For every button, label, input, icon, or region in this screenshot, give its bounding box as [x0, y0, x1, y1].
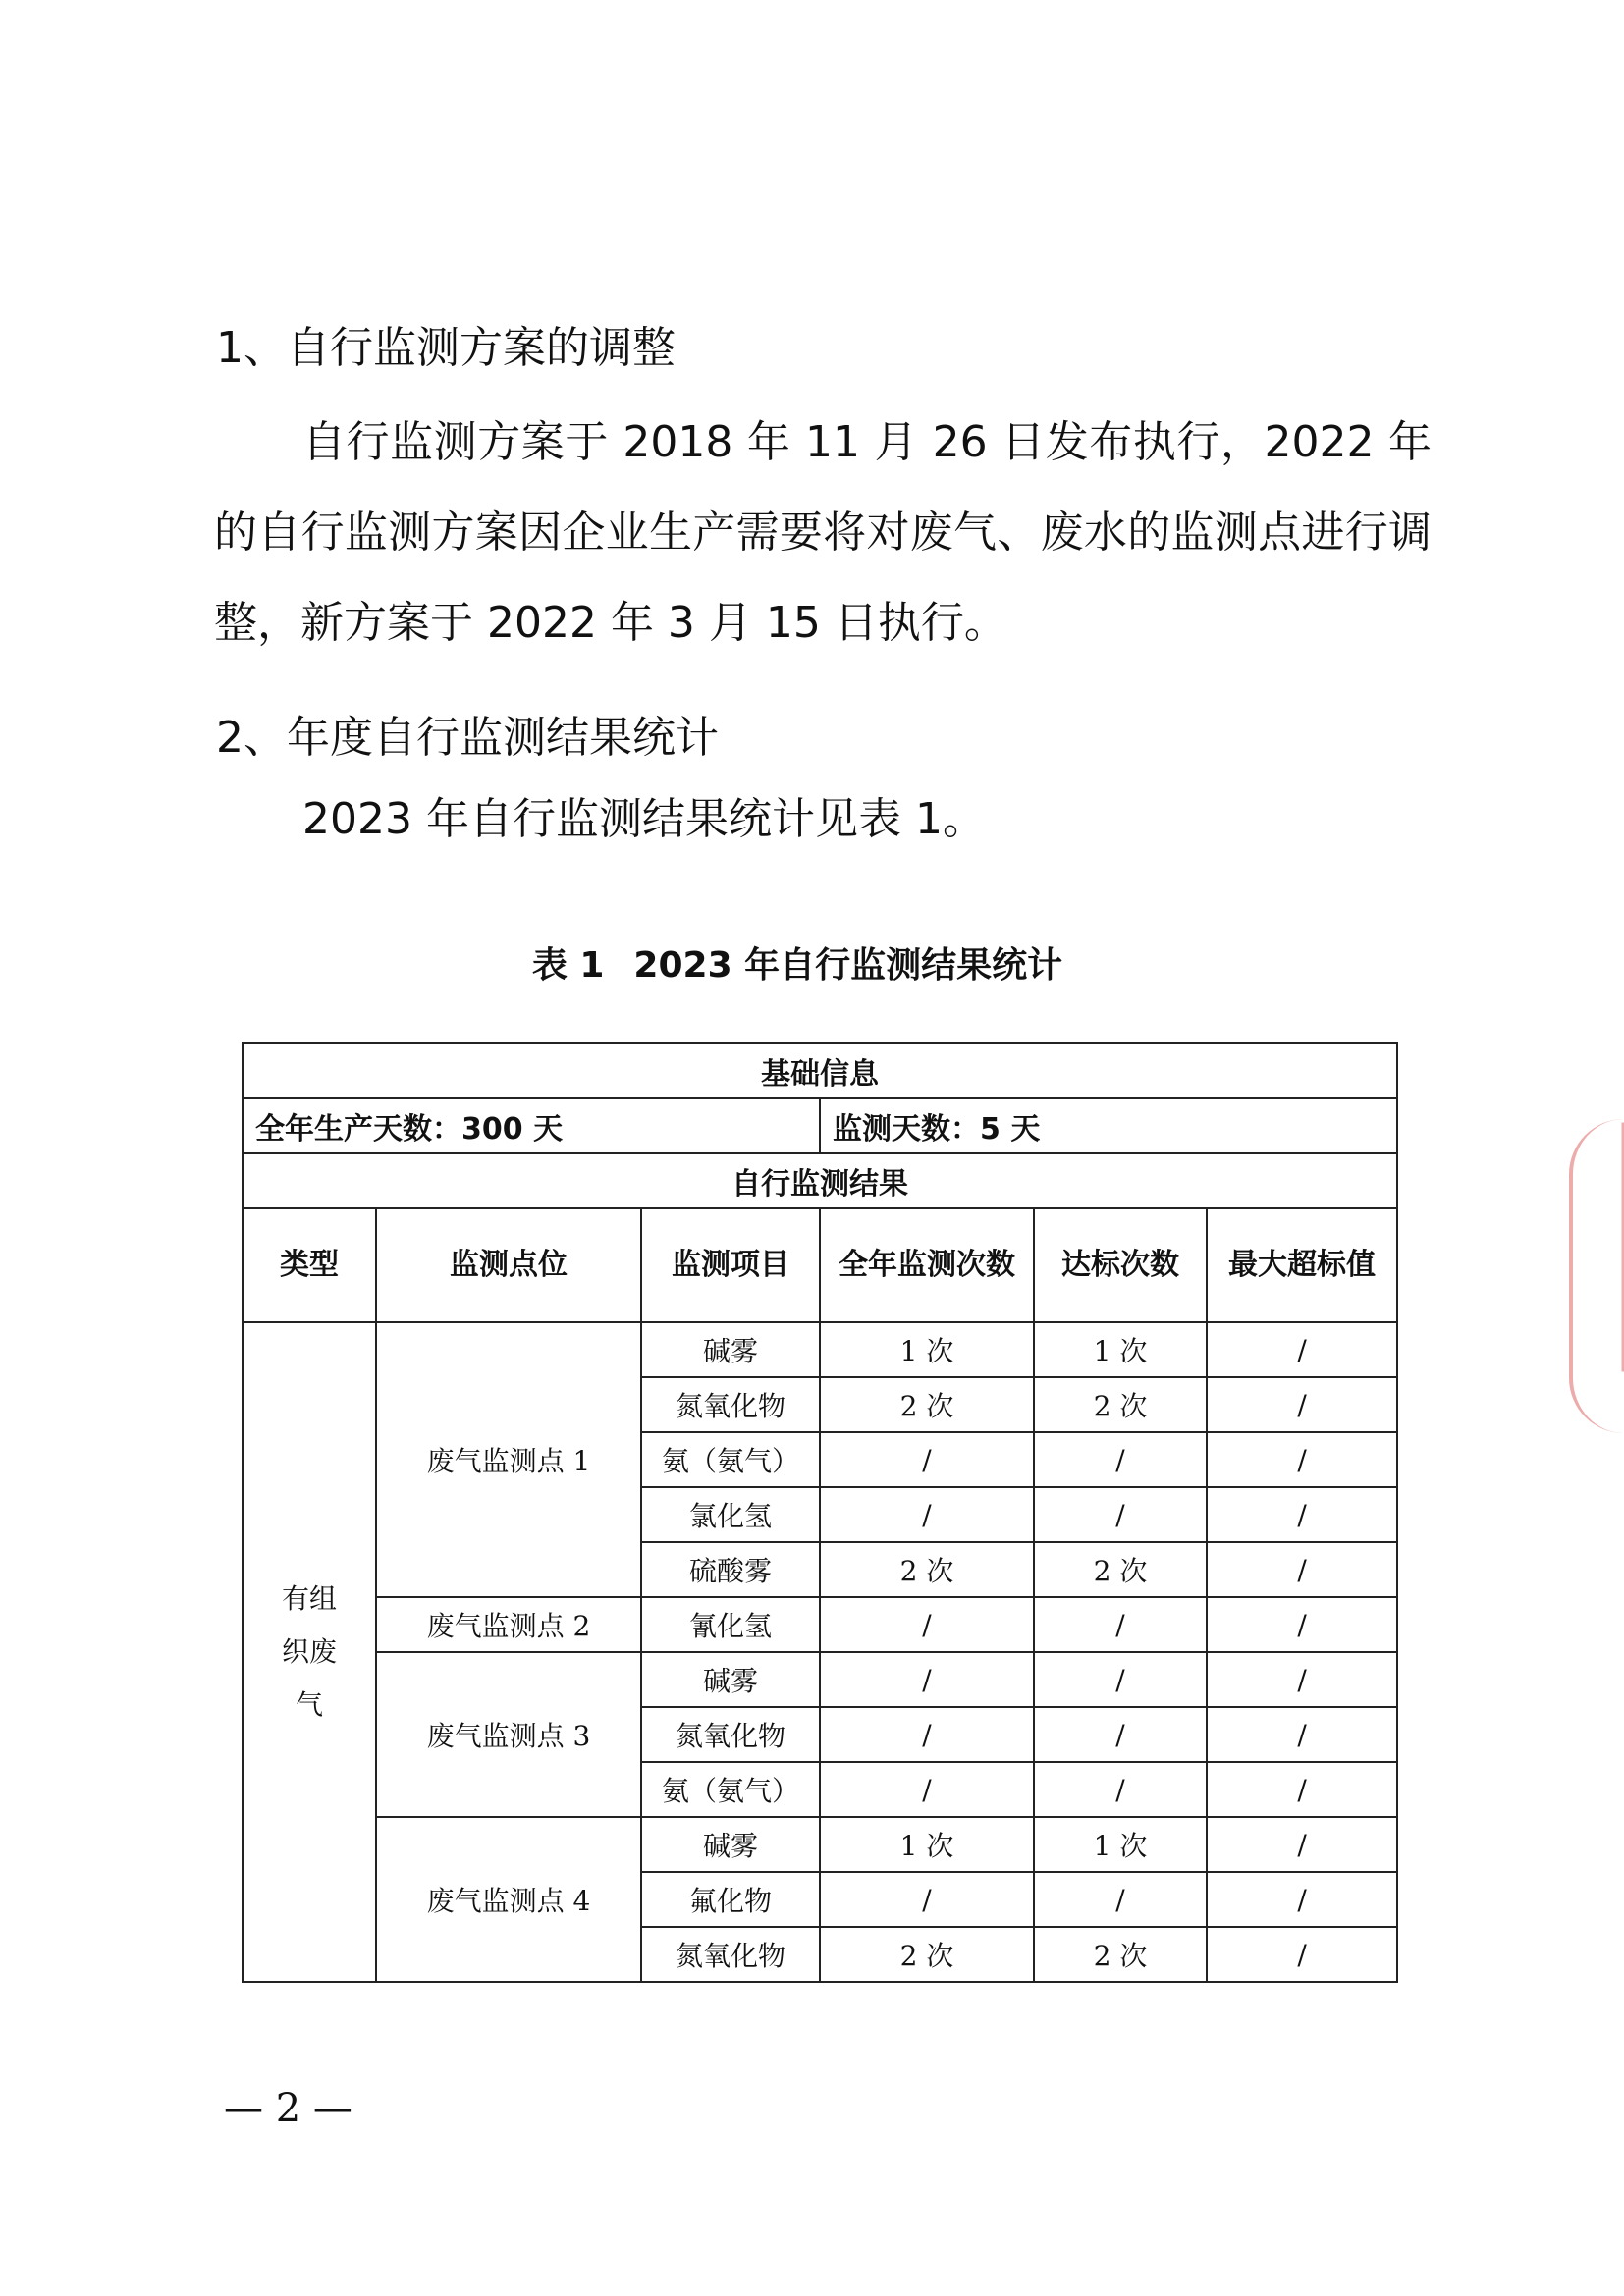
cell-item: 氮氧化物 [641, 1707, 820, 1762]
production-days: 全年生产天数：300 天 [243, 1098, 820, 1153]
section-2-heading: 2、年度自行监测结果统计 [216, 713, 719, 763]
page-number: — 2 — [224, 2086, 352, 2131]
cell-count: / [820, 1762, 1034, 1817]
table-caption [0, 937, 1624, 988]
monitoring-point-cell: 废气监测点 3 [376, 1652, 641, 1817]
cell-item: 氨（氨气） [641, 1762, 820, 1817]
monitoring-results-table [242, 1042, 1398, 1983]
type-cell: 有组织废气 [243, 1322, 376, 1982]
cell-count: / [820, 1432, 1034, 1487]
cell-item: 氰化氢 [641, 1597, 820, 1652]
cell-pass: / [1034, 1487, 1207, 1542]
column-header: 最大超标值 [1207, 1208, 1397, 1322]
table-caption-title: 2023 年自行监测结果统计 [633, 945, 1063, 986]
table-row [243, 1817, 1397, 1872]
cell-pass: / [1034, 1432, 1207, 1487]
cell-pass: 1 次 [1034, 1322, 1207, 1377]
monitoring-point-cell: 废气监测点 4 [376, 1817, 641, 1982]
cell-count: / [820, 1597, 1034, 1652]
cell-item: 碱雾 [641, 1652, 820, 1707]
basic-info-header: 基础信息 [243, 1043, 1397, 1098]
cell-count: / [820, 1872, 1034, 1927]
cell-count: / [820, 1652, 1034, 1707]
cell-pass: 1 次 [1034, 1817, 1207, 1872]
cell-pass: / [1034, 1652, 1207, 1707]
table-row [243, 1652, 1397, 1707]
cell-max: / [1207, 1542, 1397, 1597]
cell-pass: 2 次 [1034, 1542, 1207, 1597]
cell-item: 碱雾 [641, 1322, 820, 1377]
section-1-paragraph: 自行监测方案于 2018 年 11 月 26 日发布执行，2022 年的自行监测方案因企业生产需要将对废气、废水的监测点进行调整，新方案于 2022 年 3 月 15 日执行。 [214, 417, 1432, 648]
column-header: 全年监测次数 [820, 1208, 1034, 1322]
cell-max: / [1207, 1487, 1397, 1542]
cell-pass: / [1034, 1872, 1207, 1927]
column-header: 监测点位 [376, 1208, 641, 1322]
cell-pass: 2 次 [1034, 1927, 1207, 1982]
cell-item: 氟化物 [641, 1872, 820, 1927]
results-header: 自行监测结果 [243, 1153, 1397, 1208]
cell-max: / [1207, 1872, 1397, 1927]
cell-item: 氯化氢 [641, 1487, 820, 1542]
cell-max: / [1207, 1377, 1397, 1432]
cell-count: 2 次 [820, 1542, 1034, 1597]
column-header: 类型 [243, 1208, 376, 1322]
cell-pass: 2 次 [1034, 1377, 1207, 1432]
cell-max: / [1207, 1762, 1397, 1817]
cell-item: 氮氧化物 [641, 1927, 820, 1982]
monitoring-days: 监测天数：5 天 [820, 1098, 1397, 1153]
cell-item: 碱雾 [641, 1817, 820, 1872]
cell-max: / [1207, 1322, 1397, 1377]
cell-count: 1 次 [820, 1817, 1034, 1872]
cell-pass: / [1034, 1762, 1207, 1817]
section-2-paragraph: 2023 年自行监测结果统计见表 1。 [302, 794, 986, 844]
cell-item: 硫酸雾 [641, 1542, 820, 1597]
cell-count: / [820, 1707, 1034, 1762]
cell-pass: / [1034, 1707, 1207, 1762]
cell-max: / [1207, 1652, 1397, 1707]
table-row [243, 1597, 1397, 1652]
cell-item: 氮氧化物 [641, 1377, 820, 1432]
cell-max: / [1207, 1817, 1397, 1872]
monitoring-point-cell: 废气监测点 2 [376, 1597, 641, 1652]
cell-count: 2 次 [820, 1927, 1034, 1982]
table-caption-number: 表 1 [531, 945, 605, 986]
cell-count: 2 次 [820, 1377, 1034, 1432]
cell-item: 氨（氨气） [641, 1432, 820, 1487]
cell-pass: / [1034, 1597, 1207, 1652]
cell-count: 1 次 [820, 1322, 1034, 1377]
cell-max: / [1207, 1707, 1397, 1762]
table-row [243, 1322, 1397, 1377]
column-header: 监测项目 [641, 1208, 820, 1322]
column-header: 达标次数 [1034, 1208, 1207, 1322]
section-1-heading: 1、自行监测方案的调整 [216, 323, 676, 373]
cell-max: / [1207, 1927, 1397, 1982]
column-header-row [243, 1208, 1397, 1322]
cell-max: / [1207, 1432, 1397, 1487]
monitoring-point-cell: 废气监测点 1 [376, 1322, 641, 1597]
cell-max: / [1207, 1597, 1397, 1652]
seal-stamp-edge [1569, 1119, 1624, 1433]
cell-count: / [820, 1487, 1034, 1542]
